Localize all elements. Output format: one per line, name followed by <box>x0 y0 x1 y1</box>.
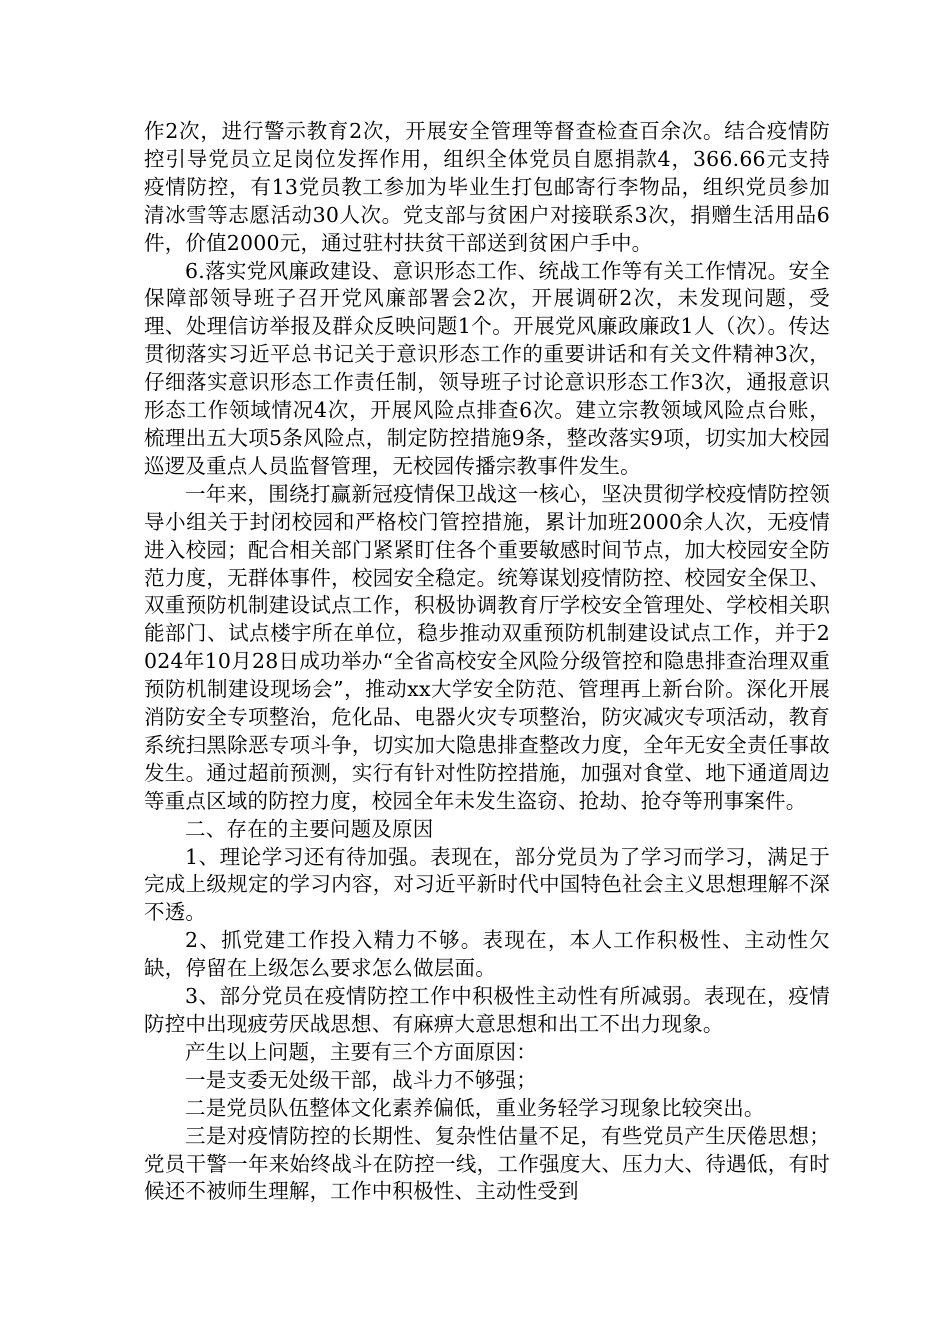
cause-item-2: 二是党员队伍整体文化素养偏低，重业务轻学习现象比较突出。 <box>185 1095 765 1120</box>
paragraph-donations: 作2次，进行警示教育2次，开展安全管理等督查检查百余次。结合疫情防控引导党员立足岗位发挥作用，组织全体党员自愿捐款4，366.66元支持疫情防控，有13党员教工参加为毕业生打包邮寄行李物品，组织党员参加清冰雪等志愿活动30人次。党支部与贫困户对接联系3次，捐赠生活用品6件，价值2000元，通过驻村扶贫干部送到贫困户手中。 <box>144 119 830 255</box>
problem-item-3: 3、部分党员在疫情防控工作中积极性主动性有所减弱。表现在，疫情防控中出现疲劳厌战思想、有麻痹大意思想和出工不出力现象。 <box>144 984 830 1036</box>
cause-item-1: 一是支委无处级干部，战斗力不够强； <box>185 1067 537 1092</box>
problem-item-2: 2、抓党建工作投入精力不够。表现在，本人工作积极性、主动性欠缺，停留在上级怎么要求怎么做层面。 <box>144 928 830 981</box>
paragraph-year-summary: 一年来，围绕打赢新冠疫情保卫战这一核心，坚决贯彻学校疫情防控领导小组关于封闭校园和严格校门管控措施，累计加班2000余人次，无疫情进入校园；配合相关部门紧紧盯住各个重要敏感时间节点，加大校园安全防范力度，无群体事件，校园安全稳定。统筹谋划疫情防控、校园安全保卫、双重预防机制建设试点工作，积极协调教育厅学校安全管理处、学校相关职能部门、试点楼宇所在单位，稳步推动双重预防机制建设试点工作，并于2024年10月28日成功举办“全省高校安全风险分级管控和隐患排查治理双重预防机制建设现场会”，推动xx大学安全防范、管理再上新台阶。深化开展消防安全专项整治，危化品、电器火灾专项整治，防灾减灾专项活动，教育系统扫黑除恶专项斗争，切实加大隐患排查整改力度，全年无安全责任事故发生。通过超前预测，实行有针对性防控措施，加强对食堂、地下通道周边等重点区域的防控力度，校园全年未发生盗窃、抢劫、抢夺等刑事案件。 <box>144 481 830 813</box>
causes-intro: 产生以上问题，主要有三个方面原因： <box>185 1039 537 1064</box>
cause-item-3: 三是对疫情防控的长期性、复杂性估量不足，有些党员产生厌倦思想；党员干警一年来始终战斗在防控一线，工作强度大、压力大、待遇低，有时候还不被师生理解，工作中积极性、主动性受到 <box>144 1123 830 1204</box>
problem-item-1: 1、理论学习还有待加强。表现在，部分党员为了学习而学习，满足于完成上级规定的学习内容，对习近平新时代中国特色社会主义思想理解不深不透。 <box>144 844 830 925</box>
paragraph-party-conduct: 6.落实党风廉政建设、意识形态工作、统战工作等有关工作情况。安全保障部领导班子召开党风廉部署会2次，开展调研2次，未发现问题，受理、处理信访举报及群众反映问题1个。开展党风廉政廉政1人（次）。传达贯彻落实习近平总书记关于意识形态工作的重要讲话和有关文件精神3次，仔细落实意识形态工作责任制，领导班子讨论意识形态工作3次，通报意识形态工作领域情况4次，开展风险点排查6次。建立宗教领域风险点台账，梳理出五大项5条风险点，制定防控措施9条，整改落实9项，切实加大校园巡逻及重点人员监督管理，无校园传播宗教事件发生。 <box>144 258 830 478</box>
section-heading-problems: 二、存在的主要问题及原因 <box>185 816 434 841</box>
document-page <box>144 118 830 1206</box>
